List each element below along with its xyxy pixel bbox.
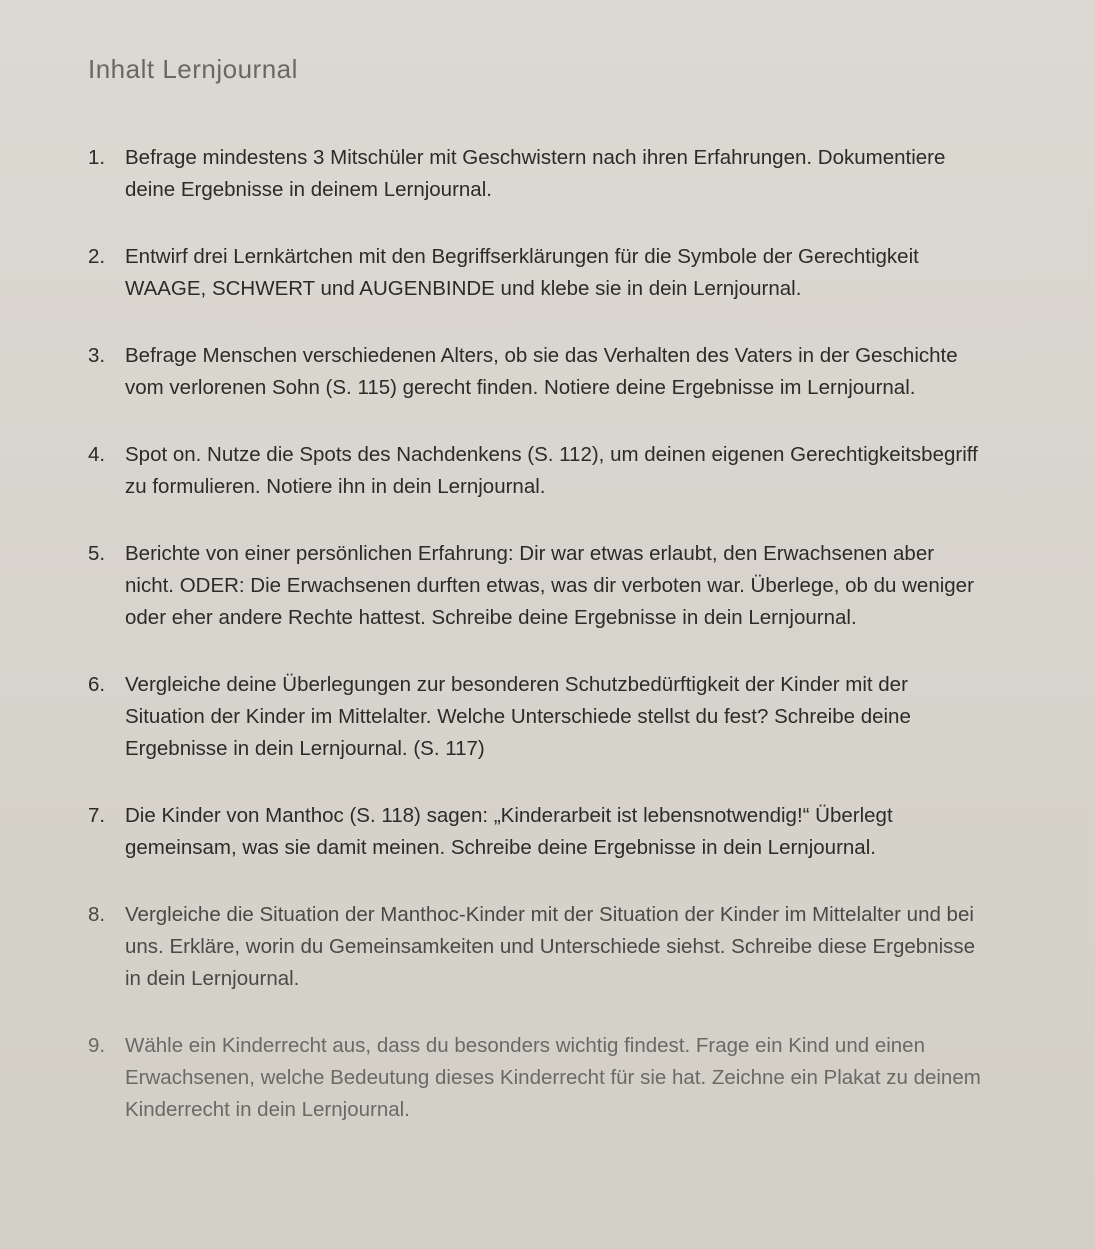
task-text: Berichte von einer persönlichen Erfahrung: Dir war etwas erlaubt, den Erwachsenen aber nicht. ODER: Die Erwachsenen durften etwas, was dir verboten war. Überlege, ob du weniger oder eher andere Rechte hattest. Schreibe deine Ergebnisse in dein Lernjournal. (125, 542, 974, 629)
task-number: 8. (88, 903, 106, 926)
task-item (88, 241, 988, 305)
task-number: 6. (88, 673, 106, 696)
task-list (88, 142, 988, 1126)
task-item (88, 142, 988, 206)
task-number: 2. (88, 245, 106, 268)
task-number: 5. (88, 542, 106, 565)
task-item (88, 538, 988, 634)
task-text: Befrage mindestens 3 Mitschüler mit Geschwistern nach ihren Erfahrungen. Dokumentiere deine Ergebnisse in deinem Lernjournal. (125, 146, 946, 201)
task-item (88, 899, 988, 995)
task-text: Spot on. Nutze die Spots des Nachdenkens (S. 112), um deinen eigenen Gerechtigkeitsbegriff zu formulieren. Notiere ihn in dein Lernjournal. (125, 443, 978, 498)
task-text: Wähle ein Kinderrecht aus, dass du besonders wichtig findest. Frage ein Kind und einen Erwachsenen, welche Bedeutung dieses Kinderrecht für sie hat. Zeichne ein Plakat zu deinem Kinderrecht in dein Lernjournal. (125, 1034, 981, 1121)
task-number: 1. (88, 146, 106, 169)
page-title: Inhalt Lernjournal (88, 54, 298, 84)
task-item (88, 669, 988, 765)
task-text: Vergleiche deine Überlegungen zur besonderen Schutzbedürftigkeit der Kinder mit der Situation der Kinder im Mittelalter. Welche Unterschiede stellst du fest? Schreibe deine Ergebnisse in dein Lernjournal. (S. 117) (125, 673, 911, 760)
task-item (88, 1030, 988, 1126)
task-number: 4. (88, 443, 106, 466)
task-item (88, 340, 988, 404)
task-item (88, 439, 988, 503)
task-number: 3. (88, 344, 106, 367)
task-item (88, 800, 988, 864)
task-text: Vergleiche die Situation der Manthoc-Kinder mit der Situation der Kinder im Mittelalter und bei uns. Erkläre, worin du Gemeinsamkeiten und Unterschiede siehst. Schreibe diese Ergebnisse in dein Lernjournal. (125, 903, 976, 990)
task-text: Befrage Menschen verschiedenen Alters, ob sie das Verhalten des Vaters in der Geschichte vom verlorenen Sohn (S. 115) gerecht finden. Notiere deine Ergebnisse im Lernjournal. (125, 344, 958, 399)
task-text: Die Kinder von Manthoc (S. 118) sagen: „Kinderarbeit ist lebensnotwendig!“ Überlegt gemeinsam, was sie damit meinen. Schreibe deine Ergebnisse in dein Lernjournal. (125, 804, 893, 859)
task-text: Entwirf drei Lernkärtchen mit den Begriffserklärungen für die Symbole der Gerechtigkeit WAAGE, SCHWERT und AUGENBINDE und klebe sie in dein Lernjournal. (125, 245, 919, 300)
task-number: 7. (88, 804, 106, 827)
task-number: 9. (88, 1034, 106, 1057)
